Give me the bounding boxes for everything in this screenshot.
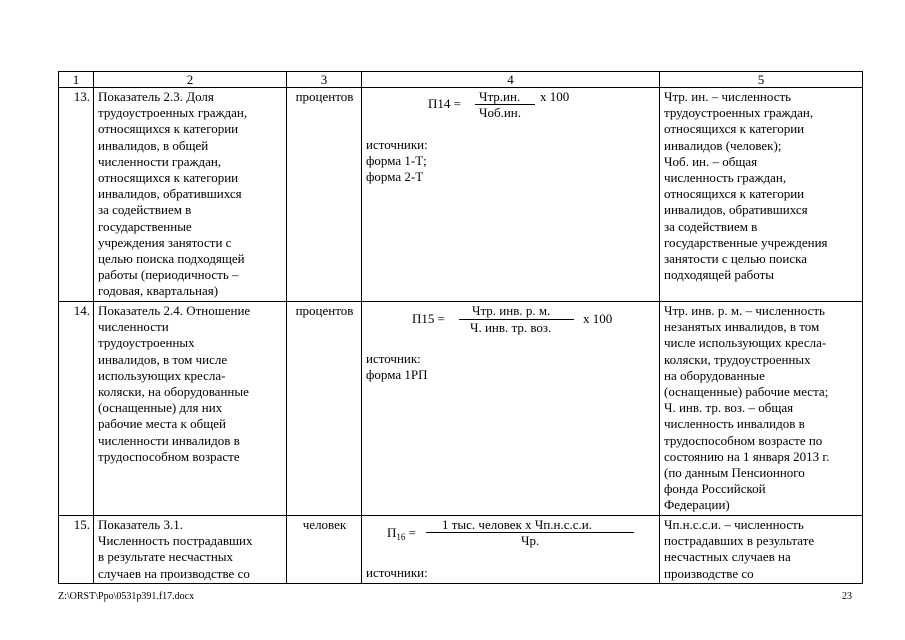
formula-cell <box>362 302 660 516</box>
formula-denominator: Чоб.ин. <box>479 105 521 120</box>
formula-sources: источники: <box>366 565 428 580</box>
header-row <box>59 72 863 88</box>
formula-multiplier: x 100 <box>583 311 613 326</box>
formula-numerator: Чтр. инв. р. м. <box>472 303 551 318</box>
indicator-description: Показатель 3.1. Численность пострадавших в результате несчастных случаев на производстве со <box>94 516 287 584</box>
page-number: 23 <box>842 591 852 602</box>
table-row <box>59 302 863 516</box>
formula-name: П14 = <box>428 96 461 111</box>
column-header-3: 3 <box>287 72 362 88</box>
notes-cell: Чп.н.с.с.и. – численность пострадавших в результате несчастных случаев на производстве со <box>660 516 863 584</box>
formula-numerator: Чтр.ин. <box>479 89 521 104</box>
formula-numerator: 1 тыс. человек х Чп.н.с.с.и. <box>442 517 592 532</box>
table-row <box>59 88 863 302</box>
column-header-1: 1 <box>59 72 94 88</box>
formula-cell <box>362 88 660 302</box>
formula-denominator: Чр. <box>521 533 540 548</box>
column-header-2: 2 <box>94 72 287 88</box>
indicator-description: Показатель 2.3. Доля трудоустроенных граждан, относящихся к категории инвалидов, в общей численности граждан, относящихся к категории инвалидов, обратившихся за содействием в государственные учреждения занятости с целью поиска подходящей работы (периодичность – годовая, квартальная) <box>94 88 287 302</box>
formula-sources: источник: форма 1РП <box>366 351 428 383</box>
indicator-description: Показатель 2.4. Отношение численности трудоустроенных инвалидов, в том числе использующих кресла- коляски, на оборудованные (оснащенные) для них рабочие места к общей численности инвалидов в трудоспособном возрасте <box>94 302 287 516</box>
row-number: 13. <box>59 88 94 302</box>
unit-cell: процентов <box>287 302 362 516</box>
formula-name: П15 = <box>412 311 445 326</box>
table-row <box>59 516 863 584</box>
column-header-4: 4 <box>362 72 660 88</box>
row-number: 15. <box>59 516 94 584</box>
indicators-table <box>58 71 863 584</box>
formula-cell <box>362 516 660 584</box>
notes-cell: Чтр. инв. р. м. – численность незанятых инвалидов, в том числе использующих кресла- коляски, трудоустроенных на оборудованные (оснащенные) рабочие места; Ч. инв. тр. воз. – общая численность инвалидов в трудоспособном возрасте по состоянию на 1 января 2013 г. (по данным Пенсионного фонда Российской Федерации) <box>660 302 863 516</box>
formula-sources: источники: форма 1-Т; форма 2-Т <box>366 137 428 185</box>
formula-name: $П_{16}$ = <box>387 525 416 542</box>
formula-denominator: Ч. инв. тр. воз. <box>470 320 552 335</box>
formula-subscript: 16 <box>396 532 406 542</box>
formula-multiplier: x 100 <box>540 89 570 104</box>
footer-file-path: Z:\ORST\Ppo\0531p391.f17.docx <box>58 591 195 602</box>
row-number: 14. <box>59 302 94 516</box>
unit-cell: процентов <box>287 88 362 302</box>
unit-cell: человек <box>287 516 362 584</box>
notes-cell: Чтр. ин. – численность трудоустроенных граждан, относящихся к категории инвалидов (человек); Чоб. ин. – общая численность граждан, относящихся к категории инвалидов, обратившихся за содействием в государственные учреждения занятости с целью поиска подходящей работы <box>660 88 863 302</box>
column-header-5: 5 <box>660 72 863 88</box>
